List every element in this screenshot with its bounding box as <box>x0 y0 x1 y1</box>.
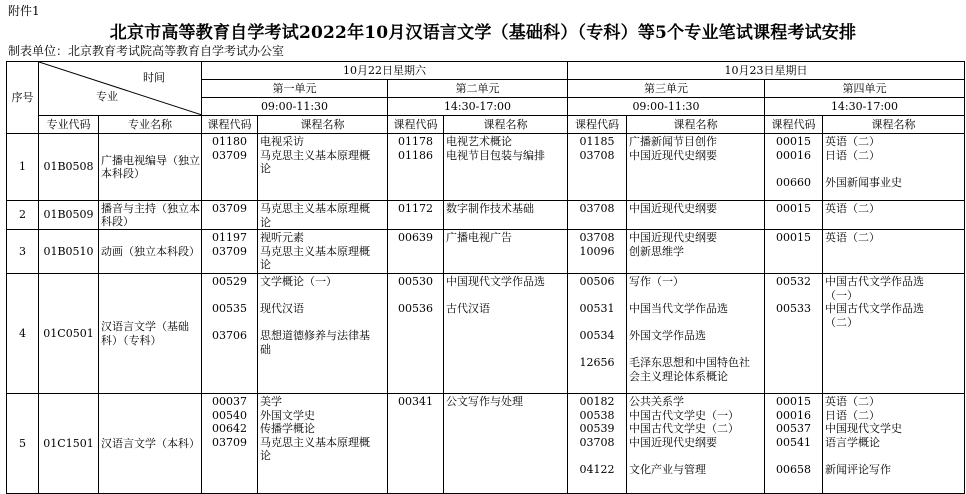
course-code: 00541 <box>776 435 811 449</box>
course-names-cell <box>258 274 388 394</box>
course-code <box>202 162 257 176</box>
course-code <box>765 162 822 176</box>
course-name: 中国近现代史纲要 <box>629 202 717 215</box>
course-code: 01197 <box>212 231 247 244</box>
major-name-cell: 汉语言文学（本科） <box>99 394 202 494</box>
course-names-cell <box>258 230 388 274</box>
course-name: 马克思主义基本原理概 <box>260 435 370 449</box>
course-name: 础 <box>260 342 271 356</box>
course-code-header: 课程代码 <box>765 116 823 134</box>
course-code: 01178 <box>398 135 433 148</box>
course-code <box>202 258 257 272</box>
course-code <box>202 289 257 303</box>
seq-cell: 4 <box>7 274 39 394</box>
course-names-cell <box>258 201 388 230</box>
course-code: 01186 <box>398 148 433 162</box>
course-code: 00016 <box>776 148 811 162</box>
course-code: 12656 <box>579 356 615 369</box>
course-code: 00531 <box>579 302 615 315</box>
course-codes-cell <box>765 201 823 230</box>
course-name: 文学概论（一） <box>260 275 337 288</box>
unit1-header: 第一单元 <box>202 80 388 98</box>
course-code: 00015 <box>776 202 811 215</box>
page-title: 北京市高等教育自学考试2022年10月汉语言文学（基础科）（专科）等5个专业笔试课程考试安排 <box>109 23 857 43</box>
course-name: 公共关系学 <box>629 395 684 408</box>
course-name: 外国文学史 <box>260 408 315 422</box>
seq-cell: 1 <box>7 134 39 201</box>
course-code: 03708 <box>579 202 615 215</box>
diagonal-line <box>39 62 202 115</box>
course-code: 03706 <box>212 329 247 342</box>
course-codes-cell <box>388 134 444 201</box>
course-codes-cell <box>202 394 258 494</box>
course-names-cell <box>823 134 965 201</box>
course-name: 日语（二） <box>825 148 880 162</box>
course-name: 创新思维学 <box>629 244 684 258</box>
course-code: 00538 <box>579 408 615 422</box>
attachment-label: 附件1 <box>8 4 40 18</box>
course-code: 00037 <box>212 395 247 408</box>
course-code: 00639 <box>398 231 433 244</box>
course-code: 03709 <box>212 202 247 215</box>
course-names-cell <box>627 274 765 394</box>
course-name: 写作（一） <box>629 275 684 288</box>
major-name-header: 专业名称 <box>99 116 202 134</box>
course-name: 中国现代文学史 <box>825 422 902 435</box>
course-codes-cell <box>388 394 444 494</box>
course-names-cell <box>444 274 568 394</box>
course-name: 外国文学作品选 <box>629 329 706 342</box>
course-code <box>765 289 822 303</box>
major-name-cell: 广播电视编导（独立本科段） <box>99 134 202 201</box>
course-name: 马克思主义基本原理概 <box>260 244 370 258</box>
major-label: 专业 <box>96 90 118 103</box>
course-code-header: 课程代码 <box>202 116 258 134</box>
course-names-cell <box>823 230 965 274</box>
course-names-cell <box>444 394 568 494</box>
major-code-cell: 01C0501 <box>39 274 99 394</box>
course-code: 00533 <box>776 302 811 315</box>
course-name: 英语（二） <box>825 202 880 215</box>
course-code: 01180 <box>212 135 247 148</box>
course-name: 毛泽东思想和中国特色社 <box>629 356 750 369</box>
major-code-cell: 01B0510 <box>39 230 99 274</box>
course-name: 中国近现代史纲要 <box>629 231 717 244</box>
day2-header: 10月23日星期日 <box>568 62 965 80</box>
course-code: 03709 <box>212 244 247 258</box>
course-code: 00015 <box>776 395 811 408</box>
course-name: 视听元素 <box>260 231 304 244</box>
course-code: 00532 <box>776 275 811 288</box>
course-names-cell <box>258 394 388 494</box>
major-name-cell: 播音与主持（独立本科段） <box>99 201 202 230</box>
course-name: （二） <box>825 315 858 329</box>
course-codes-cell <box>202 230 258 274</box>
course-name <box>823 162 964 176</box>
course-name: 英语（二） <box>825 231 880 244</box>
course-code <box>568 370 626 384</box>
course-name: 电视艺术概论 <box>446 135 512 148</box>
seq-header: 序号 <box>7 62 39 134</box>
course-name: 论 <box>260 258 271 271</box>
course-name: 中国古代文学史（一） <box>629 408 739 422</box>
course-code: 00642 <box>212 422 247 435</box>
course-code: 00658 <box>776 462 811 476</box>
course-code <box>568 449 626 463</box>
course-name: 马克思主义基本原理概 <box>260 148 370 162</box>
course-codes-cell <box>568 230 627 274</box>
course-name: 论 <box>260 215 271 229</box>
course-code: 00535 <box>212 302 247 315</box>
course-name: 广播电视广告 <box>446 231 512 244</box>
major-code-cell: 01B0508 <box>39 134 99 201</box>
course-codes-cell <box>568 394 627 494</box>
course-code <box>568 316 626 330</box>
seq-cell: 5 <box>7 394 39 494</box>
course-names-cell <box>823 394 965 494</box>
course-code <box>765 449 822 463</box>
unit2-time: 14:30-17:00 <box>388 98 568 116</box>
table-row <box>7 394 965 494</box>
seq-cell: 2 <box>7 201 39 230</box>
course-name <box>258 289 387 303</box>
unit4-time: 14:30-17:00 <box>765 98 965 116</box>
course-codes-cell <box>388 230 444 274</box>
course-code: 00529 <box>212 275 247 288</box>
course-name: 中国当代文学作品选 <box>629 302 728 315</box>
course-name: 中国近现代史纲要 <box>629 148 717 162</box>
course-name: 中国古代文学作品选 <box>825 275 924 288</box>
course-name: 日语（二） <box>825 408 880 422</box>
course-names-cell <box>627 230 765 274</box>
course-name-header: 课程名称 <box>823 116 965 134</box>
course-code: 01172 <box>398 202 433 215</box>
course-name: 中国古代文学作品选 <box>825 302 924 315</box>
time-major-header <box>39 62 202 116</box>
course-code <box>202 449 257 463</box>
course-code: 03709 <box>212 435 247 449</box>
course-name: 传播学概论 <box>260 422 315 435</box>
course-names-cell <box>627 394 765 494</box>
course-code: 00182 <box>579 395 615 408</box>
course-name: 广播新闻节目创作 <box>629 135 717 148</box>
course-codes-cell <box>765 134 823 201</box>
course-code <box>765 316 822 330</box>
table-row <box>7 230 965 274</box>
major-name-cell: 汉语言文学（基础科）（专科） <box>99 274 202 394</box>
course-codes-cell <box>568 201 627 230</box>
course-code: 00015 <box>776 135 811 148</box>
course-code-header: 课程代码 <box>568 116 627 134</box>
course-codes-cell <box>388 201 444 230</box>
schedule-table <box>6 61 965 494</box>
course-code: 00539 <box>579 422 615 435</box>
course-code <box>388 289 443 303</box>
course-code: 00016 <box>776 408 811 422</box>
course-names-cell <box>627 134 765 201</box>
course-code: 00341 <box>398 395 433 408</box>
time-label: 时间 <box>143 71 165 84</box>
course-code: 00660 <box>776 175 811 189</box>
course-names-cell <box>444 201 568 230</box>
course-codes-cell <box>202 134 258 201</box>
course-name: 数字制作技术基础 <box>446 202 534 215</box>
course-code: 01185 <box>579 135 615 148</box>
course-names-cell <box>823 201 965 230</box>
course-code <box>568 343 626 357</box>
course-code: 03708 <box>579 231 615 244</box>
course-code: 03708 <box>579 148 615 162</box>
course-code: 00537 <box>776 422 811 435</box>
course-names-cell <box>444 230 568 274</box>
course-name: 思想道德修养与法律基 <box>260 329 370 342</box>
course-codes-cell <box>765 394 823 494</box>
course-name: 文化产业与管理 <box>629 462 706 476</box>
course-name <box>627 343 764 357</box>
course-name: 中国现代文学作品选 <box>446 275 545 288</box>
course-codes-cell <box>202 201 258 230</box>
course-name: 论 <box>260 162 271 175</box>
course-codes-cell <box>202 274 258 394</box>
course-code: 00540 <box>212 408 247 422</box>
course-name: 会主义理论体系概论 <box>629 369 728 383</box>
course-name <box>627 316 764 330</box>
unit3-time: 09:00-11:30 <box>568 98 765 116</box>
course-code: 03709 <box>212 148 247 162</box>
course-names-cell <box>258 134 388 201</box>
course-name-header: 课程名称 <box>627 116 765 134</box>
major-code-cell: 01C1501 <box>39 394 99 494</box>
course-name: 论 <box>260 449 271 462</box>
major-name-cell: 动画（独立本科段） <box>99 230 202 274</box>
maker-line: 制表单位：北京教育考试院高等教育自学考试办公室 <box>8 44 285 58</box>
course-code: 00506 <box>579 275 615 288</box>
unit4-header: 第四单元 <box>765 80 965 98</box>
major-code-cell: 01B0509 <box>39 201 99 230</box>
unit2-header: 第二单元 <box>388 80 568 98</box>
course-name: 电视节目包装与编排 <box>446 148 545 162</box>
course-code: 00536 <box>398 302 433 315</box>
course-name-header: 课程名称 <box>444 116 568 134</box>
course-name: （一） <box>825 288 858 302</box>
course-name <box>444 289 567 303</box>
course-code: 00530 <box>398 275 433 288</box>
course-code-header: 课程代码 <box>388 116 444 134</box>
course-names-cell <box>444 134 568 201</box>
course-name: 中国古代文学史（二） <box>629 422 739 435</box>
course-name-header: 课程名称 <box>258 116 388 134</box>
course-code <box>202 216 257 230</box>
course-codes-cell <box>388 274 444 394</box>
course-name: 中国近现代史纲要 <box>629 435 717 449</box>
course-codes-cell <box>765 230 823 274</box>
course-code: 04122 <box>579 462 615 476</box>
course-code <box>202 316 257 330</box>
course-code: 00534 <box>579 329 615 342</box>
course-name: 外国新闻事业史 <box>825 175 902 189</box>
course-name: 英语（二） <box>825 135 880 148</box>
unit3-header: 第三单元 <box>568 80 765 98</box>
seq-cell: 3 <box>7 230 39 274</box>
course-code: 10096 <box>579 244 615 258</box>
table-row <box>7 274 965 394</box>
table-row <box>7 201 965 230</box>
course-name: 现代汉语 <box>260 302 304 315</box>
course-name <box>258 316 387 330</box>
course-name <box>627 449 764 463</box>
course-code: 03708 <box>579 435 615 449</box>
course-name: 新闻评论写作 <box>825 462 891 476</box>
course-code <box>202 343 257 357</box>
course-name: 古代汉语 <box>446 302 490 315</box>
day1-header: 10月22日星期六 <box>202 62 568 80</box>
course-name: 电视采访 <box>260 135 304 148</box>
course-codes-cell <box>568 274 627 394</box>
course-code <box>568 289 626 303</box>
major-code-header: 专业代码 <box>39 116 99 134</box>
course-name: 英语（二） <box>825 395 880 408</box>
course-names-cell <box>823 274 965 394</box>
course-name: 马克思主义基本原理概 <box>260 202 370 215</box>
course-name <box>823 449 964 463</box>
course-name <box>627 289 764 303</box>
table-row <box>7 134 965 201</box>
course-codes-cell <box>765 274 823 394</box>
course-codes-cell <box>568 134 627 201</box>
course-name: 公文写作与处理 <box>446 395 523 408</box>
course-name: 美学 <box>260 395 282 408</box>
unit1-time: 09:00-11:30 <box>202 98 388 116</box>
course-names-cell <box>627 201 765 230</box>
course-code: 00015 <box>776 231 811 244</box>
course-name: 语言学概论 <box>825 435 880 449</box>
